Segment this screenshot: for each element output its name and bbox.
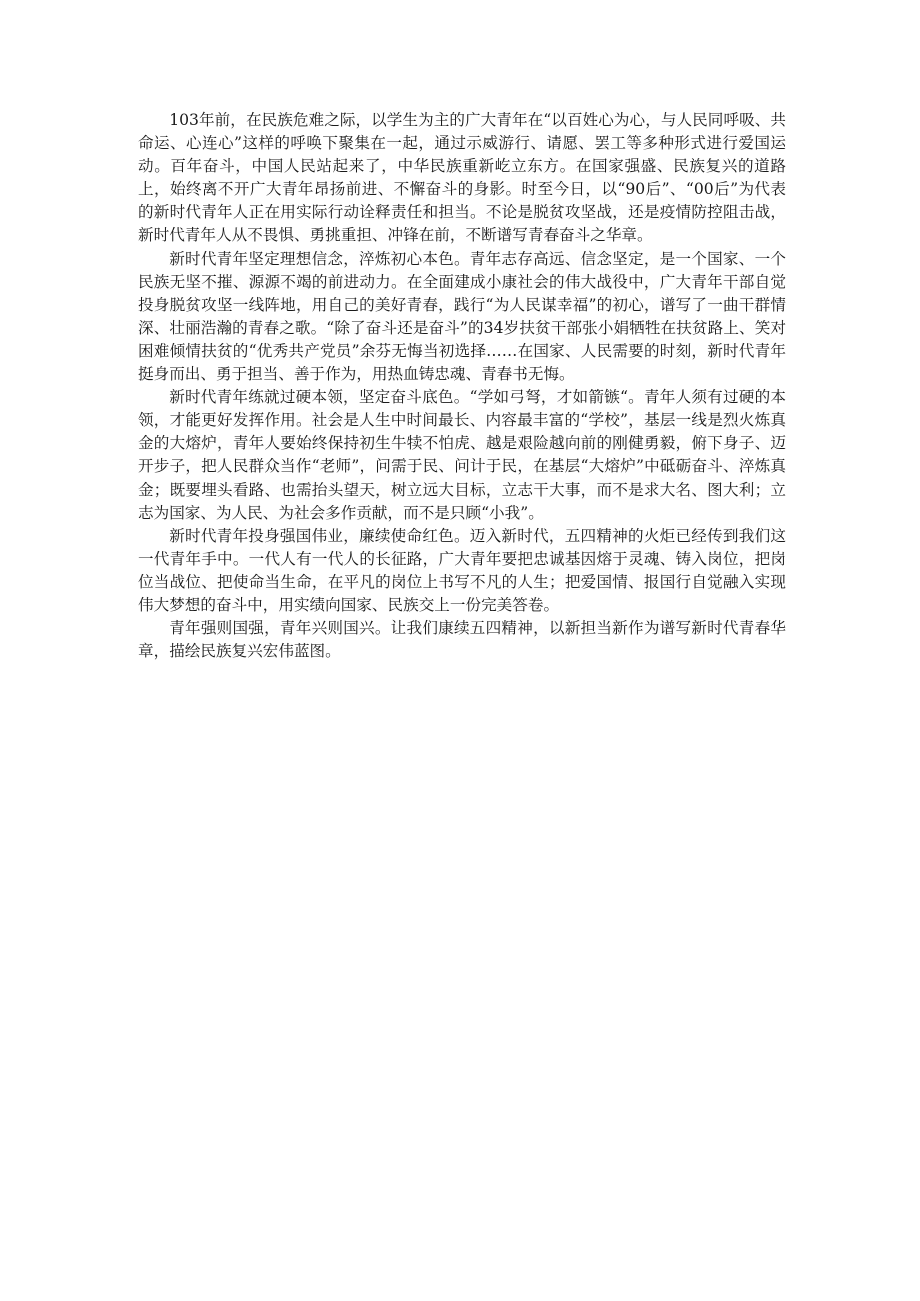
paragraph-conclusion: 青年强则国强，青年兴则国兴。让我们康续五四精神，以新担当新作为谱写新时代青春华章，描绘民族复兴宏伟蓝图。 — [138, 619, 786, 661]
paragraph-skills: 新时代青年练就过硬本领，坚定奋斗底色。“学如弓弩，才如箭镞“。青年人须有过硬的本领，才能更好发挥作用。社会是人生中时间最长、内容最丰富的“学校”，基层一线是烈火炼真金的大熔炉，青年人要始终保持初生牛犊不怕虎、越是艰险越向前的刚健勇毅，俯下身子、迈开步子，把人民群众当作“老师”，问需于民、问计于民，在基层“大熔炉”中砥砺奋斗、淬炼真金；既要埋头看路、也需抬头望天，树立远大目标，立志干大事，而不是求大名、图大利；立志为国家、为人民、为社会多作贡献，而不是只顾“小我”。 — [138, 388, 786, 522]
article-body — [138, 109, 786, 663]
paragraph-intro: 103年前，在民族危难之际，以学生为主的广大青年在“以百姓心为心，与人民同呼吸、共命运、心连心”这样的呼唤下聚集在一起，通过示威游行、请愿、罢工等多种形式进行爱国运动。百年奋斗，中国人民站起来了，中华民族重新屹立东方。在国家强盛、民族复兴的道路上，始终离不开广大青年昂扬前进、不懈奋斗的身影。时至今日，以“90后”、“00后”为代表的新时代青年人正在用实际行动诠释责任和担当。不论是脱贫攻坚战，还是疫情防控阻击战，新时代青年人从不畏惧、勇挑重担、冲锋在前，不断谱写青春奋斗之华章。 — [138, 111, 786, 245]
paragraph-ideals: 新时代青年坚定理想信念，淬炼初心本色。青年志存高远、信念坚定，是一个国家、一个民族无坚不摧、源源不竭的前进动力。在全面建成小康社会的伟大战役中，广大青年干部自觉投身脱贫攻坚一线阵地，用自己的美好青春，践行“为人民谋幸福”的初心，谱写了一曲干群情深、壮丽浩瀚的青春之歌。“除了奋斗还是奋斗”的34岁扶贫干部张小娟牺牲在扶贫路上、笑对困难倾情扶贫的“优秀共产党员”余芬无悔当初选择……在国家、人民需要的时刻，新时代青年挺身而出、勇于担当、善于作为，用热血铸忠魂、青春书无悔。 — [138, 249, 786, 384]
paragraph-mission: 新时代青年投身强国伟业，廉续使命红色。迈入新时代，五四精神的火炬已经传到我们这一代青年手中。一代人有一代人的长征路，广大青年要把忠诚基因熔于灵魂、铸入岗位，把岗位当战位、把使命当生命，在平凡的岗位上书写不凡的人生；把爱国情、报国行自觉融入实现伟大梦想的奋斗中，用实绩向国家、民族交上一份完美答卷。 — [138, 526, 786, 614]
